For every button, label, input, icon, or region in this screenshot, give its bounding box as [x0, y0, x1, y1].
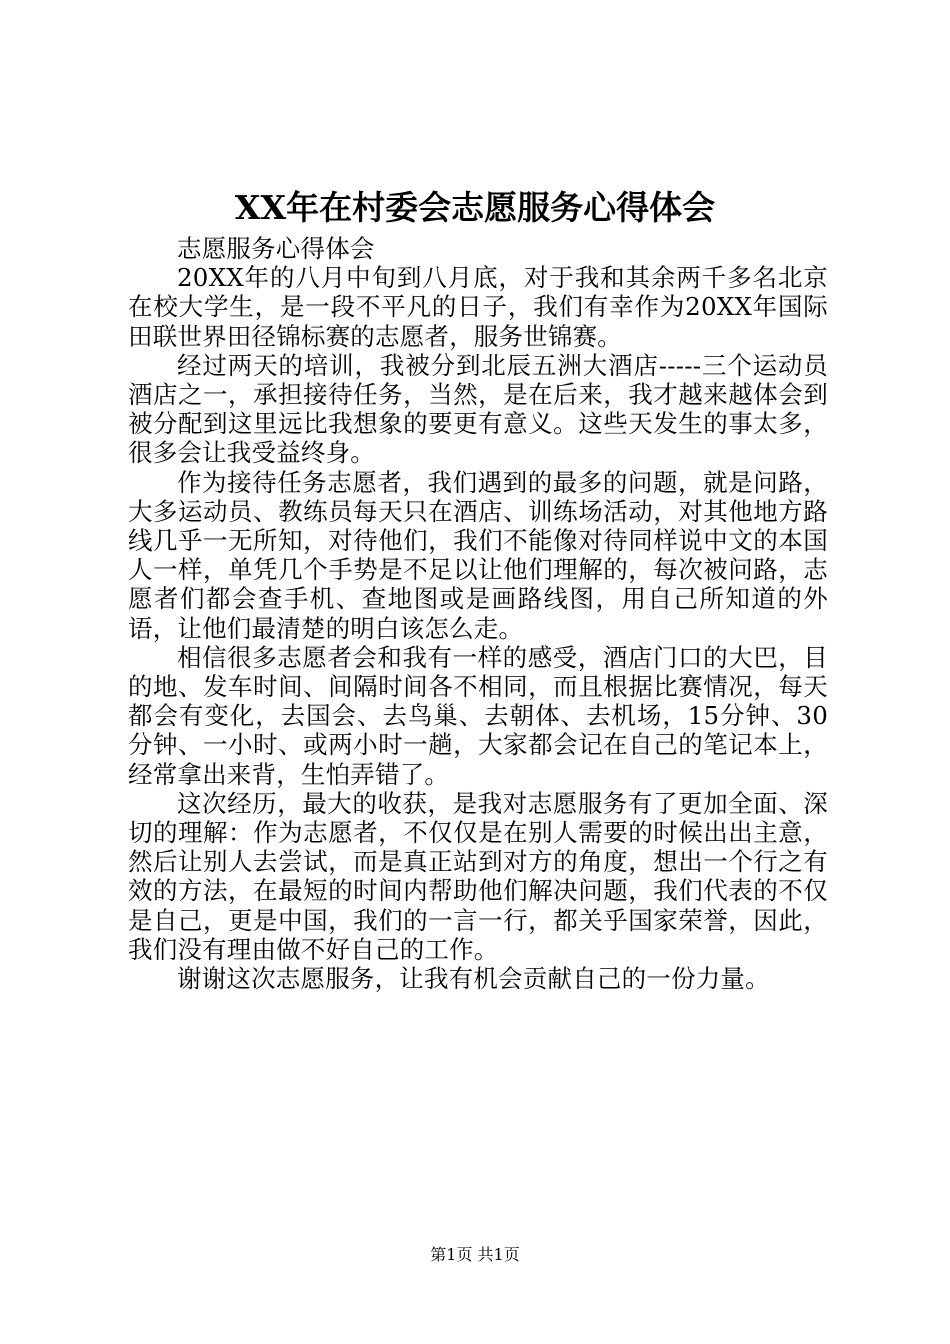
paragraph-heading: 志愿服务心得体会 [177, 234, 375, 263]
paragraph-5: 这次经历，最大的收获，是我对志愿服务有了更加全面、深切的理解：作为志愿者，不仅仅是在别人需要的时候出出主意，然后让别人去尝试，而是真正站到对方的角度，想出一个行之有效的方法，在最短的时间内帮助他们解决问题，我们代表的不仅是自己，更是中国，我们的一言一行，都关乎国家荣誉，因此，我们没有理由做不好自己的工作。 [128, 788, 828, 964]
paragraph-6: 谢谢这次志愿服务，让我有机会贡献自己的一份力量。 [177, 964, 770, 994]
paragraph-1: 20XX年的八月中旬到八月底，对于我和其余两千多名北京在校大学生，是一段不平凡的日子，我们有幸作为20XX年国际田联世界田径锦标赛的志愿者，服务世锦赛。 [128, 263, 828, 351]
page-footer: 第1页 共1页 [430, 1245, 520, 1264]
document-body [128, 234, 828, 993]
paragraph-3: 作为接待任务志愿者，我们遇到的最多的问题，就是问路，大多运动员、教练员每天只在酒店、训练场活动，对其他地方路线几乎一无所知，对待他们，我们不能像对待同样说中文的本国人一样，单凭几个手势是不足以让他们理解的，每次被问路，志愿者们都会查手机、查地图或是画路线图，用自己所知道的外语，让他们最清楚的明白该怎么走。 [128, 467, 828, 643]
document-title: XX年在村委会志愿服务心得体会 [234, 188, 716, 227]
paragraph-2: 经过两天的培训，我被分到北辰五洲大酒店-----三个运动员酒店之一，承担接待任务，当然，是在后来，我才越来越体会到被分配到这里远比我想象的要更有意义。这些天发生的事太多，很多会让我受益终身。 [128, 350, 828, 468]
paragraph-4: 相信很多志愿者会和我有一样的感受，酒店门口的大巴，目的地、发车时间、间隔时间各不相同，而且根据比赛情况，每天都会有变化，去国会、去鸟巢、去朝体、去机场，15分钟、30分钟、一小时、或两小时一趟，大家都会记在自己的笔记本上，经常拿出来背，生怕弄错了。 [128, 642, 828, 789]
